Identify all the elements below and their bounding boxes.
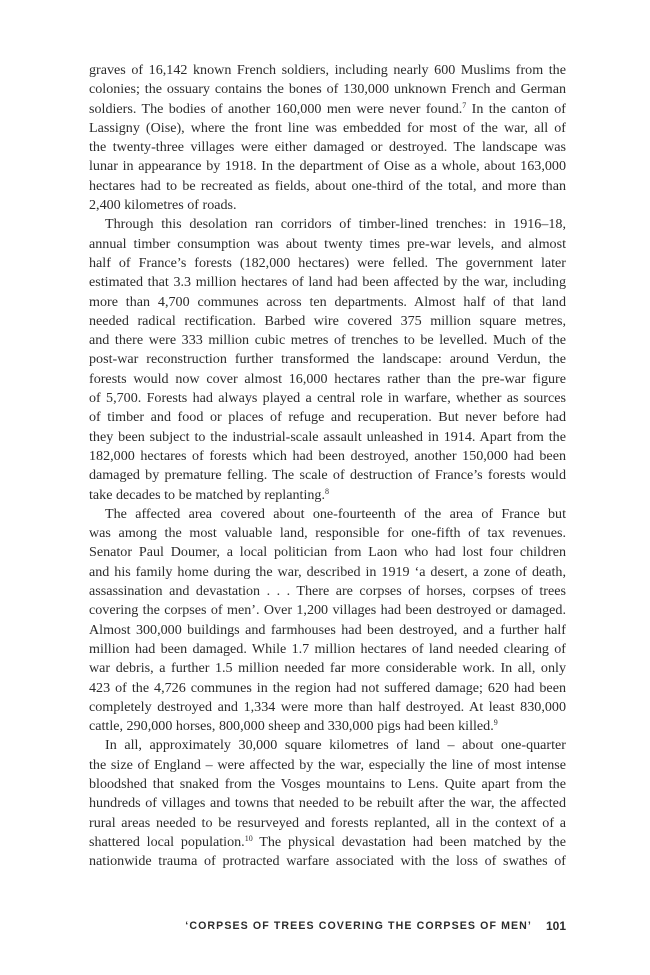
- text-line: [89, 389, 566, 408]
- text-line: [89, 563, 566, 582]
- line-text: war debris, a further 1.5 million needed far more considerable work. In all, only: [89, 660, 566, 677]
- text-line: [89, 447, 566, 466]
- line-text: colonies; the ossuary contains the bones of 130,000 unknown French and German: [89, 81, 566, 98]
- line-text: take decades to be matched by replanting.: [89, 486, 325, 503]
- line-text: hundreds of villages and towns that needed to be rebuilt after the war, the affected: [89, 795, 566, 812]
- line-text: hectares had to be recreated as fields, about one-third of the total, and more than: [89, 177, 566, 194]
- text-line: [89, 350, 566, 369]
- line-text: covering the corpses of men’. Over 1,200 villages had been destroyed or damaged.: [89, 602, 566, 619]
- running-footer: [89, 917, 566, 935]
- text-line: [89, 428, 566, 447]
- line-text: 423 of the 4,726 communes in the region had not suffered damage; 620 had been: [89, 679, 566, 696]
- page-number: 101: [545, 919, 566, 933]
- text-line: [89, 814, 566, 833]
- text-line: [89, 254, 566, 273]
- line-text-continued: The physical devastation had been matched by the: [252, 833, 566, 850]
- line-text: million had been damaged. While 1.7 million hectares of land needed clearing of: [89, 640, 566, 657]
- footnote-marker[interactable]: 9: [493, 718, 498, 728]
- text-line: [89, 659, 566, 678]
- text-line: [89, 235, 566, 254]
- text-line: [89, 370, 566, 389]
- line-text: Through this desolation ran corridors of timber-lined trenches: in 1916–18,: [105, 216, 566, 233]
- text-line: [89, 794, 566, 813]
- line-text: needed radical rectification. Barbed wire covered 375 million square metres,: [89, 312, 566, 329]
- text-line: [89, 698, 566, 717]
- line-text: and there were 333 million cubic metres of trenches to be levelled. Much of the: [89, 332, 566, 349]
- line-text: nationwide trauma of protracted warfare associated with the loss of swathes of: [89, 853, 566, 870]
- text-line: [89, 80, 566, 99]
- line-text: 2,400 kilometres of roads.: [89, 197, 237, 214]
- line-text: Almost 300,000 buildings and farmhouses had been destroyed, and a further half: [89, 621, 566, 638]
- line-text: shattered local population.: [89, 833, 245, 850]
- line-text: of timber and food or places of refuge and recuperation. But never before had: [89, 409, 566, 426]
- line-text: Lassigny (Oise), where the front line was embedded for most of the war, all of: [89, 119, 566, 136]
- paragraph: [89, 505, 566, 737]
- text-line: [89, 833, 566, 852]
- paragraph: [89, 61, 566, 215]
- line-text: Senator Paul Doumer, a local politician from Laon who had lost four children: [89, 544, 566, 561]
- text-line: [89, 157, 566, 176]
- text-line: [89, 640, 566, 659]
- footnote-marker[interactable]: 7: [462, 100, 467, 110]
- text-line: [89, 293, 566, 312]
- text-line: [89, 756, 566, 775]
- footnote-marker[interactable]: 10: [244, 833, 253, 843]
- text-line: [89, 119, 566, 138]
- line-text: the twenty-three villages were either damaged or destroyed. The landscape was: [89, 139, 566, 156]
- text-line: [89, 679, 566, 698]
- line-text: post-war reconstruction further transformed the landscape: around Verdun, the: [89, 351, 566, 368]
- line-text: The affected area covered about one-fourteenth of the area of France but: [105, 505, 566, 522]
- line-text: bloodshed that snaked from the Vosges mountains to Lens. Quite apart from the: [89, 775, 566, 792]
- text-line: [89, 717, 566, 736]
- line-text: they been subject to the industrial-scale assault unleashed in 1914. Apart from the: [89, 428, 566, 445]
- line-text: 182,000 hectares of forests which had been destroyed, another 150,000 had been: [89, 447, 566, 464]
- text-line: [89, 582, 566, 601]
- text-line: [89, 138, 566, 157]
- line-text: assassination and devastation . . . There are corpses of horses, corpses of trees: [89, 583, 566, 600]
- text-line: [89, 196, 566, 215]
- line-text: soldiers. The bodies of another 160,000 men were never found.: [89, 100, 463, 117]
- text-line: [89, 312, 566, 331]
- footnote-marker[interactable]: 8: [324, 486, 329, 496]
- text-line: [89, 273, 566, 292]
- body-text: [89, 61, 566, 871]
- line-text: graves of 16,142 known French soldiers, including nearly 600 Muslims from the: [89, 62, 566, 78]
- text-line: [89, 852, 566, 871]
- text-line: [89, 408, 566, 427]
- text-line: [89, 543, 566, 562]
- line-text-continued: In the canton of: [466, 100, 566, 117]
- line-text: estimated that 3.3 million hectares of land had been affected by the war, including: [89, 274, 566, 291]
- text-line: [89, 177, 566, 196]
- line-text: the size of England – were affected by the war, especially the line of most intense: [89, 756, 566, 773]
- text-line: [89, 331, 566, 350]
- paragraph: [89, 215, 566, 504]
- line-text: was among the most valuable land, responsible for one-fifth of tax revenues.: [89, 525, 566, 542]
- text-line: [89, 775, 566, 794]
- line-text: In all, approximately 30,000 square kilometres of land – about one-quarter: [105, 737, 566, 754]
- text-line: [89, 61, 566, 80]
- text-line: [89, 505, 566, 524]
- text-line: [89, 736, 566, 755]
- paragraph: [89, 736, 566, 871]
- line-text: and his family home during the war, described in 1919 ‘a desert, a zone of death,: [89, 563, 566, 580]
- line-text: cattle, 290,000 horses, 800,000 sheep and 330,000 pigs had been killed.: [89, 718, 494, 735]
- line-text: rural areas needed to be resurveyed and forests replanted, all in the context of a: [89, 814, 566, 831]
- line-text: completely destroyed and 1,334 were more than half destroyed. At least 830,000: [89, 698, 566, 715]
- line-text: annual timber consumption was about twenty times pre-war levels, and almost: [89, 235, 566, 252]
- text-line: [89, 524, 566, 543]
- line-text: half of France’s forests (182,000 hectares) were felled. The government later: [89, 254, 566, 271]
- running-title: ‘CORPSES OF TREES COVERING THE CORPSES OF MEN’: [185, 920, 532, 932]
- text-line: [89, 486, 566, 505]
- text-line: [89, 100, 566, 119]
- line-text: forests would now cover almost 16,000 hectares rather than the pre-war figure: [89, 370, 566, 387]
- text-line: [89, 466, 566, 485]
- line-text: of 5,700. Forests had always played a central role in warfare, whether as sources: [89, 390, 566, 407]
- text-line: [89, 215, 566, 234]
- line-text: lunar in appearance by 1918. In the department of Oise as a whole, about 163,000: [89, 158, 566, 175]
- text-line: [89, 601, 566, 620]
- line-text: more than 4,700 communes across ten departments. Almost half of that land: [89, 293, 566, 310]
- text-line: [89, 621, 566, 640]
- line-text: damaged by premature felling. The scale of destruction of France’s forests would: [89, 467, 566, 484]
